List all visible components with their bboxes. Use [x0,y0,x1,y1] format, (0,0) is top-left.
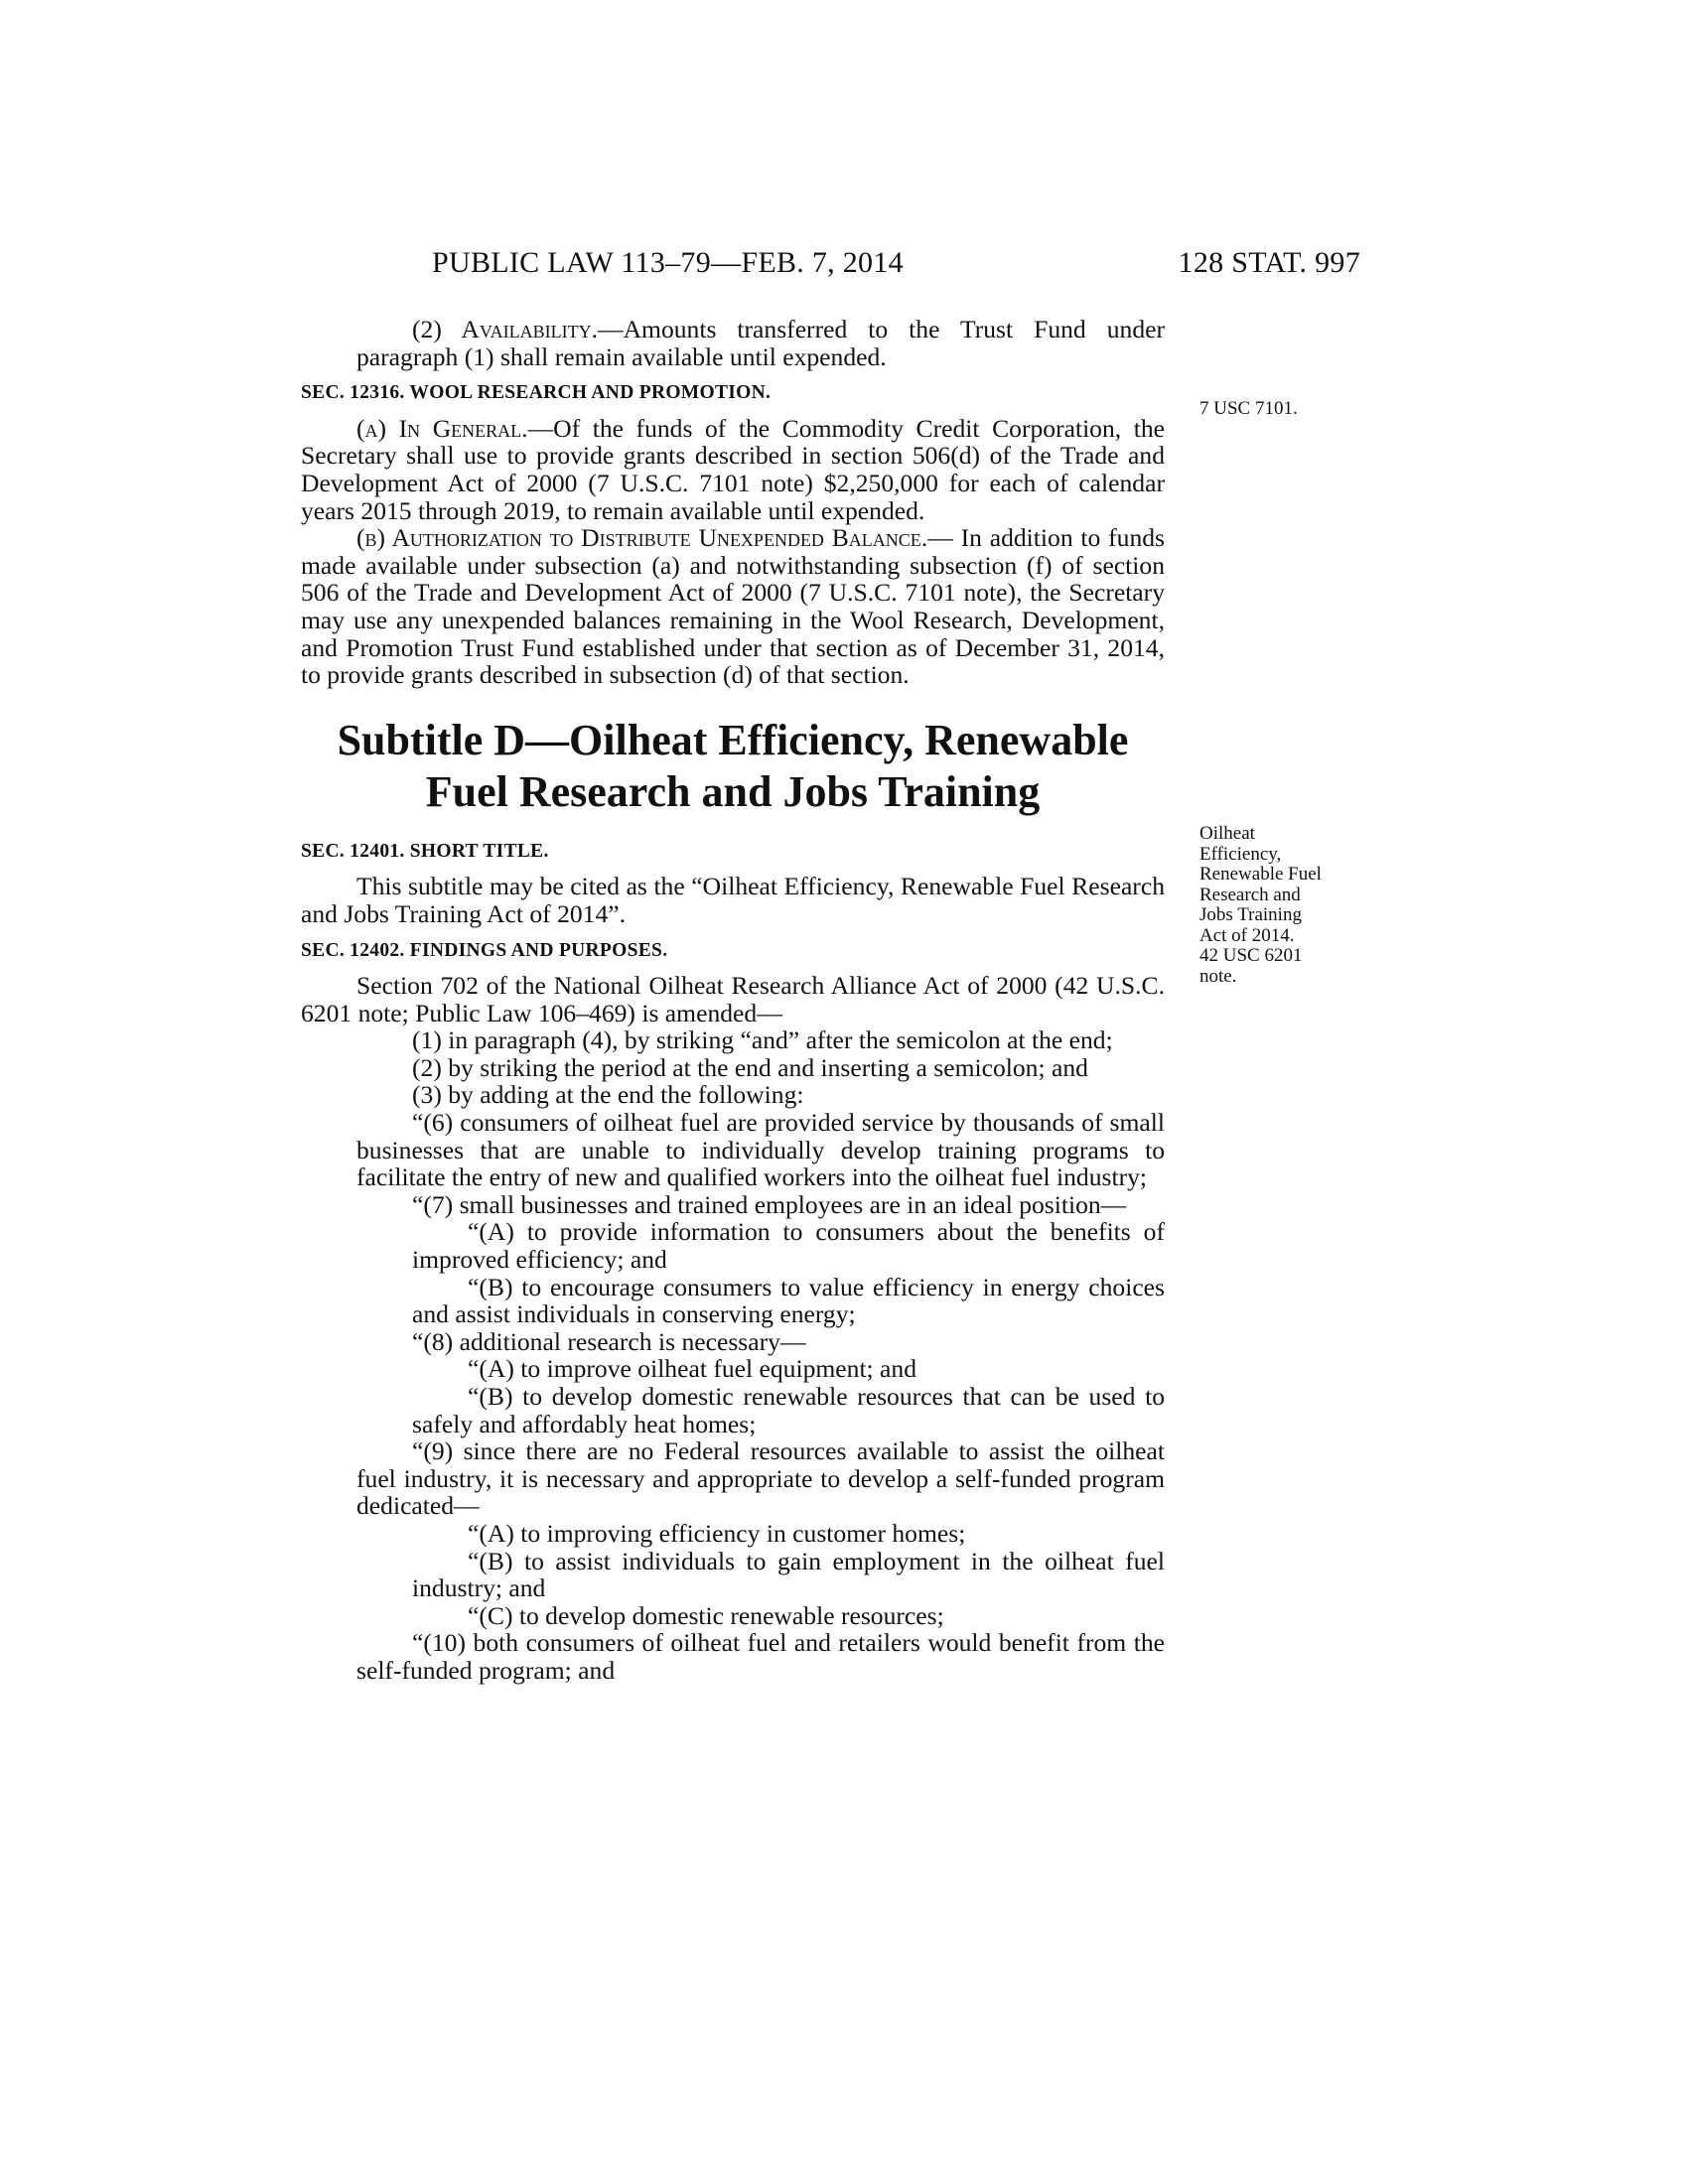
subsection-text: .— In addition to funds made available under subsection (a) and notwithstanding subsection (f) of section 506 of the Trade and Development Act of 2000 (7 U.S.C. 7101 note), the Secretary may use any unexpended balances remaining in the Wool Research, Development, and Promotion Trust Fund established under that section as of December 31, 2014, to provide grants described in subsection (d) of that section. [301,523,1165,690]
subtitle-d-heading [301,715,1165,818]
subtitle-line-1: Subtitle D—Oilheat Efficiency, Renewable [337,715,1129,764]
section-12402-heading: SEC. 12402. FINDINGS AND PURPOSES. [301,939,668,961]
margin-note-oilheat-act: Oilheat Efficiency, Renewable Fuel Research and Jobs Training Act of 2014. 42 USC 6201 note. [1199,823,1322,987]
statute-page-number: 128 STAT. 997 [1178,246,1360,279]
paragraph-availability [301,316,1165,370]
finding-6: “(6) consumers of oilheat fuel are provided service by thousands of small businesses that are unable to individually develop training programs to facilitate the entry of new and qualified workers into the oilheat fuel industry; [356,1108,1165,1192]
section-12401-text: This subtitle may be cited as the “Oilheat Efficiency, Renewable Fuel Research and Jobs Training Act of 2014”. [301,872,1165,928]
section-12316-subsection-b [301,524,1165,689]
section-12316-subsection-a [301,415,1165,524]
finding-8: “(8) additional research is necessary— [412,1326,806,1356]
finding-9-a: “(A) to improving efficiency in customer homes; [468,1518,966,1548]
body-text [301,316,1165,1685]
subtitle-line-2: Fuel Research and Jobs Training [425,766,1041,816]
finding-7: “(7) small businesses and trained employees are in an ideal position— [412,1189,1127,1219]
finding-9: “(9) since there are no Federal resources available to assist the oilheat fuel industry, it is necessary and appropriate to develop a self-funded program dedicated— [356,1436,1165,1521]
section-12401-heading: SEC. 12401. SHORT TITLE. [301,840,549,862]
section-12402-intro: Section 702 of the National Oilheat Research Alliance Act of 2000 (42 U.S.C. 6201 note; Public Law 106–469) is amended— [301,971,1165,1027]
margin-note-usc-7101: 7 USC 7101. [1199,398,1298,419]
finding-8-b: “(B) to develop domestic renewable resources that can be used to safely and affordably heat homes; [412,1382,1165,1438]
subsection-label: (b) Authorization to Distribute Unexpended Balance [356,523,921,553]
subsection-text: .—Of the funds of the Commodity Credit Corporation, the Secretary shall use to provide grants described in section 506(d) of the Trade and Development Act of 2000 (7 U.S.C. 7101 note) $2,250,000 for each of calendar years 2015 through 2019, to remain available until expended. [301,413,1166,525]
running-head [298,246,1360,286]
subsection-label: (a) In General [356,413,522,443]
finding-7-a: “(A) to provide information to consumers about the benefits of improved efficiency; and [412,1217,1165,1275]
finding-9-b: “(B) to assist individuals to gain employment in the oilheat fuel industry; and [412,1546,1165,1603]
amendment-2: (2) by striking the period at the end and inserting a semicolon; and [412,1052,1088,1082]
finding-10: “(10) both consumers of oilheat fuel and retailers would benefit from the self-funded program; and [356,1628,1165,1685]
amendment-3: (3) by adding at the end the following: [412,1080,804,1110]
paragraph-text: .—Amounts transferred to the Trust Fund under paragraph (1) shall remain available until expended. [356,315,1165,371]
paragraph-label: (2) Availability [412,315,592,343]
finding-7-b: “(B) to encourage consumers to value efficiency in energy choices and assist individuals in conserving energy; [412,1272,1165,1329]
finding-9-c: “(C) to develop domestic renewable resources; [468,1600,944,1630]
finding-8-a: “(A) to improve oilheat fuel equipment; and [468,1354,917,1384]
amendment-1: (1) in paragraph (4), by striking “and” after the semicolon at the end; [412,1025,1113,1055]
section-12316-heading: SEC. 12316. WOOL RESEARCH AND PROMOTION. [301,382,772,404]
public-law-title: PUBLIC LAW 113–79—FEB. 7, 2014 [432,246,904,279]
